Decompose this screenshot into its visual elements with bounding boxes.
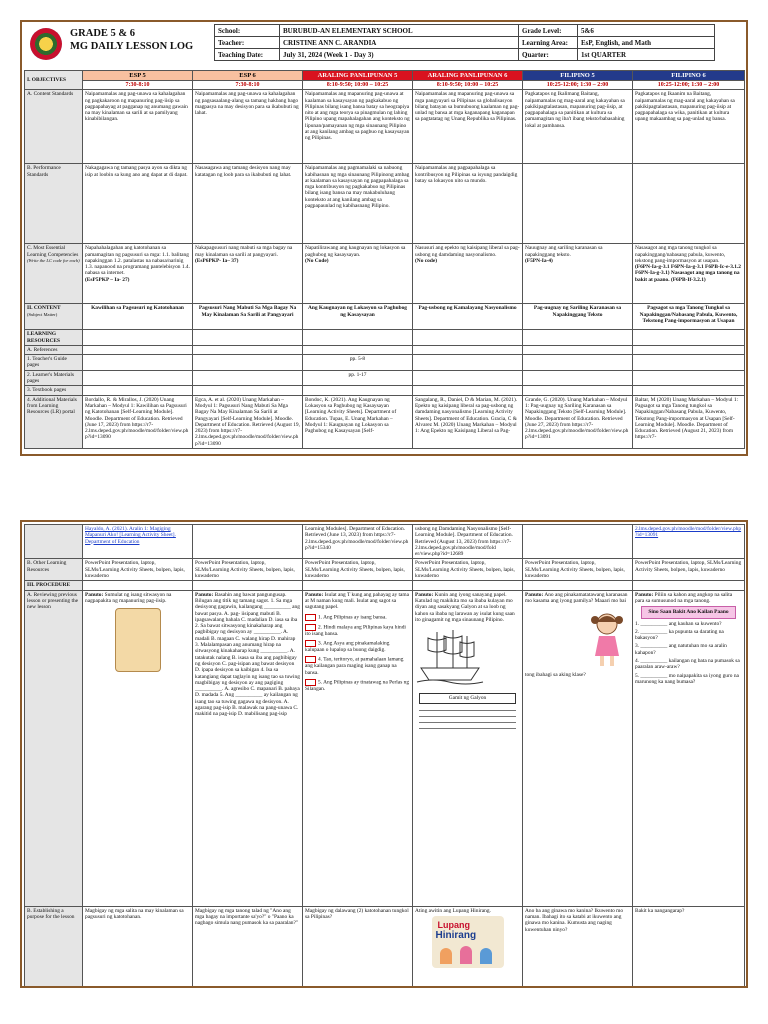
doc-title (70, 27, 193, 53)
panuto-label: Panuto: (195, 591, 214, 598)
content-cell: Kawilihan sa Pagsusuri ng Katotohanan (83, 304, 193, 330)
review-cell-ap5 (303, 590, 413, 906)
panuto-label: Panuto: (415, 591, 434, 598)
comp-code: (EsP5PKP – Ia- 27) (85, 276, 130, 283)
comp-text: Nasusuri ang epekto ng kaisipang liberal sa pag-usbong ng damdaming nasyonalismo. (415, 245, 520, 258)
answer-line[interactable] (419, 718, 516, 723)
resources-label: LEARNING RESOURCES (25, 330, 83, 346)
additional-cell: Egca, A. et al. (2020) Unang Markahan – Modyul 1: Pagsusuri Nang Mabuti Sa Mga Bagay Na May Kinalaman Sa Sarili at Pangyayari [Self-Learning Module]. Moodle. Department of Education. Retrieved (August 19, 2023) from https://r7-2.lms.deped.gov.ph/moodle/mod/folder/view.php?id=13090 (193, 395, 303, 448)
review-cell-esp6 (193, 590, 303, 906)
content-standards-label: A. Content Standards (25, 90, 83, 164)
cont-cell (523, 525, 633, 559)
perf-std-cell: Nakagagawa ng tamang pasya ayon sa dikta ng isip at loobin sa kung ano ang dapat at di dapat. (83, 164, 193, 244)
perf-std-cell: Naipamamalas ang pagpapahalaga sa kontribusyon ng Pilipinas sa isyung pandaigdig batay sa lokasyon nito sa mundo. (413, 164, 523, 244)
time-fil5: 10:25-12:00; 1:30 – 2:00 (523, 81, 633, 90)
review-text: Ano ang pinakamatatawang karanasan mo kasama ang iyong pamilya? Maaari mo bai tong ibahagi sa aking klase? (525, 591, 628, 679)
content-std-cell: Naipamamalas ang pag-unawa sa kahalagahan ng pagkakaroon ng mapanuring pag-iisip sa pagpapahayag at pagganap ng anumang gawain na may kinalaman sa sarili at sa pamilyang kinabibilangan. (83, 90, 193, 164)
tf-item: 2. Hindi malaya ang Pilipinas kaya hindi ito isang bansa. (305, 624, 406, 637)
question-item: 3. __________ ang natutuhan mo sa aralin kahapon? (635, 643, 727, 656)
time-fil6: 10:25-12:00; 1:30 – 2:00 (633, 81, 745, 90)
cont-cell[interactable]: Hayaldo, A. (2021). Aralin 1: Magiging Mapanuri Ako! [Learning Activity Sheet]. Department of Education (83, 525, 193, 559)
galleon-ship-image (415, 626, 485, 686)
date-label: Teaching Date: (215, 49, 280, 61)
page-gap (0, 470, 768, 514)
comp-cell (193, 244, 303, 304)
school-value: BURUBUD-AN ELEMENTARY SCHOOL (280, 25, 519, 37)
textbook-label: 3. Textbook pages (25, 386, 83, 395)
col-esp5: ESP 5 (83, 71, 193, 81)
answer-box[interactable] (305, 679, 316, 686)
other-cell: PowerPoint Presentation, laptop, SLMs/Learning Activity Sheets, bolpen, lapis, kuwaderno (413, 559, 523, 581)
tf-item: 1. Ang Pilipinas ay isang bansa. (305, 614, 410, 621)
title-line-1: GRADE 5 & 6 (70, 28, 136, 39)
answer-line[interactable] (419, 712, 516, 717)
content-label: II. CONTENT (27, 305, 61, 312)
teacher-label: Teacher: (215, 37, 280, 49)
other-cell: PowerPoint Presentation, laptop, SLMs/Learning Activity Sheets, bolpen, lapis, kuwaderno (303, 559, 413, 581)
lesson-log-page-1 (20, 20, 748, 456)
comp-code: (F5PN-Ia-4) (525, 257, 553, 264)
comp-code: (No Code) (305, 257, 329, 264)
perf-std-cell: Nasasagawa ang tamang desisyon nang may katatagan ng loob para sa ikabubuti ng lahat. (193, 164, 303, 244)
time-ap5: 8:10-9:50; 10:00 – 10:25 (303, 81, 413, 90)
header-info-table (214, 24, 715, 61)
purpose-cell: Bakit ka nangangarap? (633, 906, 745, 988)
other-cell: PowerPoint Presentation, laptop, SLMs/Learning Activity Sheets, bolpen, lapis, kuwaderno (83, 559, 193, 581)
comp-text: Nauugnay ang sariling karanasan sa napakinggang teksto. (525, 245, 603, 258)
content-std-cell: Pagkatapos ng Ikaanim na Baitang, naipamamalas ng mag-aaral ang kakayahan sa pakikipagtalastasan, mapanuring pag-iisip at pagpapahalaga sa wika, panitikan at kultura upang makaambag sa pag-unlad ng bansa. (633, 90, 745, 164)
tf-item: 5. Ang Pilipinas ay tinatawag na Perlas ng Silangan. (305, 679, 410, 692)
references-label: A. References (25, 345, 83, 354)
purpose-cell: Magbigay ng dalawang (2) katotohanan tungkol sa Pilipinas? (303, 906, 413, 988)
learners-materials-label: 2. Learner's Materials pages (25, 370, 83, 386)
teachers-guide-label: 1. Teacher's Guide pages (25, 355, 83, 371)
header (22, 22, 746, 68)
content-cell: Pag-uugnay ng Sariling Karanasan sa Napakinggang Teksto (523, 304, 633, 330)
content-std-cell: Naipamamalas ang pag-unawa sa kahalagahan ng pagsasaalang-alang sa tamang hakbang bago magpasya na may desisyon para sa ikabubuti ng lahat. (193, 90, 303, 164)
quarter-value: 1st QUARTER (578, 49, 715, 61)
content-std-cell: Pagkatapos ng Ikalimang Baitang, naipamamalas ng mag-aaral ang kakayahan sa pakikipagtalastasan, mapanuring pag-iisip, at pagpapahalaga sa panitikan at kultura sa pamamagitan ng iba't ibang teksto/babasahing lokal at pambansa. (523, 90, 633, 164)
girl-cartoon-image (587, 610, 627, 670)
school-label: School: (215, 25, 280, 37)
other-cell: PowerPoint Presentation, laptop, SLMs/Learning Activity Sheets, bolpen, lapis, kuwaderno (633, 559, 745, 581)
title-line-2: MG DAILY LESSON LOG (70, 41, 194, 52)
purpose-cell-ap6 (413, 906, 523, 988)
comp-text: Napatilirawang ang kaugnayan ng lokasyon sa paghubog ng kasaysayan. (305, 245, 406, 258)
area-value: EsP, English, and Math (578, 37, 715, 49)
content-cell: Ang Kaugnayan ng Lokasyon sa Paghubog ng Kasaysayan (303, 304, 413, 330)
procedure-table (24, 524, 745, 988)
other-resources-label: B. Other Learning Resources (25, 559, 83, 581)
teacher-value: CRISTINE ANN C. ARANDIA (280, 37, 519, 49)
competencies-label (25, 244, 83, 304)
comp-code: (F6PN-Ia-g-3.1 F6PN-Ia-g-3.1 F6PB-Ic-e-3.1.2 F6PN-Ia-g-3.1) Nasasagot ang mga tanong na bakit at paano. (F6PB-If-3.2.1) (635, 264, 741, 283)
col-esp6: ESP 6 (193, 71, 303, 81)
purpose-label: B. Establishing a purpose for the lesson (25, 906, 83, 988)
scroll-paper-image (115, 608, 161, 672)
galyon-caption: Gamit ng Galyon (419, 693, 516, 703)
content-label-cell (25, 304, 83, 330)
time-esp6: 7:30-8:10 (193, 81, 303, 90)
answer-line[interactable] (419, 724, 516, 729)
lesson-log-page-2 (20, 520, 748, 988)
answer-box[interactable] (305, 624, 316, 631)
content-std-cell: Naipamamalas ang mapanuring pag-unawa at kaalaman sa kasaysayan ng pagkakabuo ng Pilipinas bilang isang bansa batay sa heograpiya nito at ang mga teorya sa pinagmulan ng lahing Pilipino upang mapahalagahan ang konteksto ng lipunan/pamayanan ng mga sinaunang Pilipino at ang kanilang ambag sa pagbuo ng kasaysayan ng Pilipinas. (303, 90, 413, 164)
review-text: Kunin ang iyong sanayang papel. Katulad ng makikita mo sa ibaba kulayan mo diyan ang sasakyang Galyon at sa loob ng kahon sa ibaba ng larawan ay isulat kung saan ito ginagamit ng mga sinaunang Pilipino. (415, 591, 515, 623)
lm-pages-ap5: pp. 1-17 (303, 370, 413, 386)
review-cell-ap6 (413, 590, 523, 906)
review-text: Sumulat ng isang sitwasyon na nagpapakita ng mapanuring pag-iisip. (85, 591, 172, 604)
perf-std-cell: Naipamamalas ang pagmamalaki sa nabuong kabihasnan ng mga sinaunang Pilipinong ambag at kaalaman sa kasaysayan ng pagpapahalaga sa mga kontribusyon ng pagkakabuo ng Pilipinas bilang isang bansa na may makabuluhang konteksto at ang kanilang ambag sa pagpapaunlad ng kabihasnang Pilipino. (303, 164, 413, 244)
comp-cell (83, 244, 193, 304)
panuto-label: Panuto: (635, 591, 654, 598)
purpose-cell: Magbigay ng mga salita na may kinalaman sa pagsusuri ng katotohanan. (83, 906, 193, 988)
child-figure-icon (460, 946, 472, 964)
comp-text: Napahahalagahan ang katotohanan sa pamamagitan ng pagsusuri sa mga: 1.1. balitang napakinggan 1.2. patalastas na nabasa/narinig 1.3. napanood na programang pantelebisyon 1.4. nabasa sa internet. (85, 245, 190, 277)
content-std-cell: Naipamamalas ang mapanuring pag-unawa sa mga pangyayari sa Pilipinas sa globalisasyon bilang batayan sa bumubuong kaalaman ng pag-unlad ng bansa at mga kaganapang kaganapan sa pagtatatag ng Unang Republika sa Pilipinas. (413, 90, 523, 164)
col-fil5: FILIPINO 5 (523, 71, 633, 81)
answer-line[interactable] (419, 706, 516, 711)
tf-item: 3. Ang Asya ang pinakamalaking kalupaan o lupalop sa buong daigdig. (305, 640, 390, 653)
perf-std-cell (523, 164, 633, 244)
comp-code: (EsP6PKP- Ia– 37) (195, 257, 239, 264)
review-text: Isulat ang T kung ang pahayag ay tama at M naman kung mali. Isulat ang sagot sa sagutang papel. (305, 591, 410, 611)
col-fil6: FILIPINO 6 (633, 71, 745, 81)
tg-pages-ap5: pp. 5-8 (303, 355, 413, 371)
question-item: 4. __________ kailangan ng bata na pumasok sa paaralan araw-araw? (635, 658, 740, 671)
review-label: A. Reviewing previous lesson or presenting the new lesson (25, 590, 83, 906)
competencies-note: (Write the LC code for each) (27, 257, 80, 263)
answer-box[interactable] (305, 656, 316, 663)
additional-materials-label: 4. Additional Materials from Learning Resources (LR) portal (25, 395, 83, 448)
procedure-label: III. PROCEDURE (25, 581, 83, 590)
additional-cell: Sangalang, R., Daniel, D & Marian, M. (2021). Epekto ng kaisipang liberal sa pag-usbong ng damdaming nasyonalismo [Learning Activity Sheets]. Department of Education. Gracia, C & Alvarez M. (2020) Unang Markahan – Modyul 1: Ang Epekto ng Kaisipang Liberal sa Pag- (413, 395, 523, 448)
other-cell: PowerPoint Presentation, laptop, SLMs/Learning Activity Sheets, bolpen, lapis, kuwaderno (193, 559, 303, 581)
comp-cell (633, 244, 745, 304)
panuto-label: Panuto: (305, 591, 324, 598)
review-text: Piliin sa kahon ang angkop na salita para sa sumusunod na mga tanong. (635, 591, 733, 604)
word-choice-box: Sino Saan Bakit Ano Kailan Paano (641, 606, 736, 618)
panuto-label: Panuto: (85, 591, 104, 598)
review-cell-fil6 (633, 590, 745, 906)
comp-cell (523, 244, 633, 304)
comp-cell (413, 244, 523, 304)
cont-cell: usbong ng Damdaming Nasyonalismo [Self-Learning Module]. Department of Education. Retrieved (August 13, 2023) from https://r7-2.lms.deped.gov.ph/moodle/mod/fold er/view.php?id=12689 (413, 525, 523, 559)
purpose-cell: Ano ba ang ginawa mo kanina? Ikuwento mo naman. Ibahagi ito sa katabi at ikuwento ang ginawa mo kanina. Kumusta ang naging kuwentuhan ninyo? (523, 906, 633, 988)
additional-cell: Baltar, M (2020) Unang Markahan – Modyul 1: Pagsagot sa mga Tanong tungkol sa Napakinggan/Nabasang Pabula, Kuwento, Tekstong Pang-impormasyon at Usapan [Self-Learning Module]. Moodle. Department of Education. Retrieved (August 21, 2023) from https://r7- (633, 395, 745, 448)
content-cell: Pag-usbong ng Kamalayang Nasyonalismo (413, 304, 523, 330)
cont-cell: Learning Modules]. Department of Education. Retrieved (June 13, 2023) from https://r7-2.lms.deped.gov.ph/moodle/mod/folder/view.php?id=15340 (303, 525, 413, 559)
child-figure-icon (480, 948, 492, 964)
other-cell: PowerPoint Presentation, laptop, SLMs/Learning Activity Sheets, bolpen, lapis, kuwaderno (523, 559, 633, 581)
competencies-label-text: C. Most Essential Learning Competencies (27, 245, 79, 258)
grade-label: Grade Level: (519, 25, 578, 37)
lupang-word: Lupang (437, 919, 470, 930)
time-ap6: 8:10-9:50; 10:00 – 10:25 (413, 81, 523, 90)
comp-text: Nasasagot ang mga tanong tungkol sa napakinggang/nabasang pabula, kuwento, tekstong pang-impormasyon at usapan. (635, 245, 726, 264)
comp-text: Nakapagsusuri nang mabuti sa mga bagay na may kinalaman sa sarili at pangyayari. (195, 245, 293, 258)
additional-cell: Bordallo, R. & Mirallos, J. (2020) Unang Markahan – Modyul 1: Kawilihan sa Pagsusuri ng Katotohanan [Self-Learning Module]. Moodle. Department of Education. Retrieved (June 17, 2023) from https://r7-2.lms.deped.gov.ph/moodle/mod/folder/view.php?id=13090 (83, 395, 193, 448)
content-cell: Pagsagot sa mga Tanong Tungkol sa Napakinggan/Nabasang Pabula, Kuwento, Tekstong Pang-impormasyon at Usapan (633, 304, 745, 330)
question-item: 5. __________ mo naipapakita sa iyong guro na marunong ka nang bumasa? (635, 672, 739, 685)
col-ap5: ARALING PANLIPUNAN 5 (303, 71, 413, 81)
date-value: July 31, 2024 (Week 1 - Day 3) (280, 49, 519, 61)
comp-code: (No code) (415, 257, 438, 264)
objectives-label: I. OBJECTIVES (25, 71, 83, 90)
cont-cell (193, 525, 303, 559)
comp-cell (303, 244, 413, 304)
grade-value: 5&6 (578, 25, 715, 37)
perf-std-cell (633, 164, 745, 244)
performance-standards-label: B. Performance Standards (25, 164, 83, 244)
question-item: 2. __________ ka pupunta sa darating na bakasyon? (635, 628, 724, 642)
child-figure-icon (440, 948, 452, 964)
cont-cell[interactable]: 2.lms.deped.gov.ph/moodle/mod/folder/view.php?id=13091 (633, 525, 745, 559)
purpose-cell: Magbigay ng mga tanong talad ng "Ano ang mga bagay na importante sa'yo?" o "Paano ka nagbago simula nang pumasok ka sa paaralan?" (193, 906, 303, 988)
panuto-label: Panuto: (525, 591, 544, 598)
content-cell: Pagsusuri Nang Mabuti Sa Mga Bagay Na May Kinalaman Sa Sarili at Pangyayari (193, 304, 303, 330)
content-note: (Subject Matter) (27, 311, 58, 317)
continued-label (25, 525, 83, 559)
question-item: 1. __________ ang kauhan sa kuwento? (635, 620, 722, 627)
hinirang-word: Hinirang (435, 929, 477, 941)
answer-box[interactable] (305, 640, 316, 647)
tf-item: 4. Tao, teritoryo, at pamahalaan lamang ang kailangan para maging isang ganap na bansa. (305, 656, 404, 676)
additional-cell: Bondoc, K. (2021). Ang Kaugnayan ng Lokasyon sa Paghubog ng Kasaysayan [Learning Activity Sheets]. Department of Education. Tupas, E. Unang Markahan – Modyul 1: Kaugnayan ng Lokasyon sa Paghubog ng Kasaysayan [Self- (303, 395, 413, 448)
lupang-hinirang-image (432, 916, 504, 968)
review-text: Basahin ang bawat pangungusap. Bilugan ang titik ng tamang sagot. 1. Sa mga desisyong gagawin, kailangang __________ ang bawat pasya. A. pag- iisipang mabuti B. ipagsawalang bahala C. madalian D. iasa sa iba 2. Sa bawat sitwasyong kinakaharap ang pagbibigay ng desisyon ay __________. A. madali B. magaan C. walang hirap D. mahirap 3. Malalampasan ang anumang hirap na sitwasyong kinakaharap kung __________. A. tatakutak nalang B. isasa sa iba ang pagbibigay ng desisyon C. pag-isipan ang bawat desisyon D. ipapa desisyon sa kaibigan 4. Isa sa katangiang dapat taglayin ng isang tao sa tuwing magbibigay ng desisyon ay ang pagiging __________. A. agresibo C. mapanari B. pabaya D. madada 5. Ang __________ ay kailangan ng isang tao sa tuwing gagawa ng desisyon. A. agarang pag-isip B. malawak na pang-unawa C. makitid na pag-isip D. mabilisang pag-isip (195, 591, 300, 718)
review-cell-esp5 (83, 590, 193, 906)
time-esp5: 7:30-8:10 (83, 81, 193, 90)
objectives-table (24, 70, 745, 449)
deped-seal-logo (30, 28, 62, 60)
purpose-text: Ating awitin ang Lupang Hinirang. (415, 907, 491, 914)
area-label: Learning Area: (519, 37, 578, 49)
quarter-label: Quarter: (519, 49, 578, 61)
col-ap6: ARALING PANLIPUNAN 6 (413, 71, 523, 81)
review-cell-fil5 (523, 590, 633, 906)
answer-box[interactable] (305, 614, 316, 621)
additional-cell: Grande, G. (2020). Unang Markahan – Modyul 1: Pag-uugnay ng Sariling Karanasan sa Napakinggang Teksto [Self-Learning Module]. Moodle. Department of Education. Retrieved (June 27, 2023) from https://r7-2.lms.deped.gov.ph/moodle/mod/folder/view.php?id=13091 (523, 395, 633, 448)
